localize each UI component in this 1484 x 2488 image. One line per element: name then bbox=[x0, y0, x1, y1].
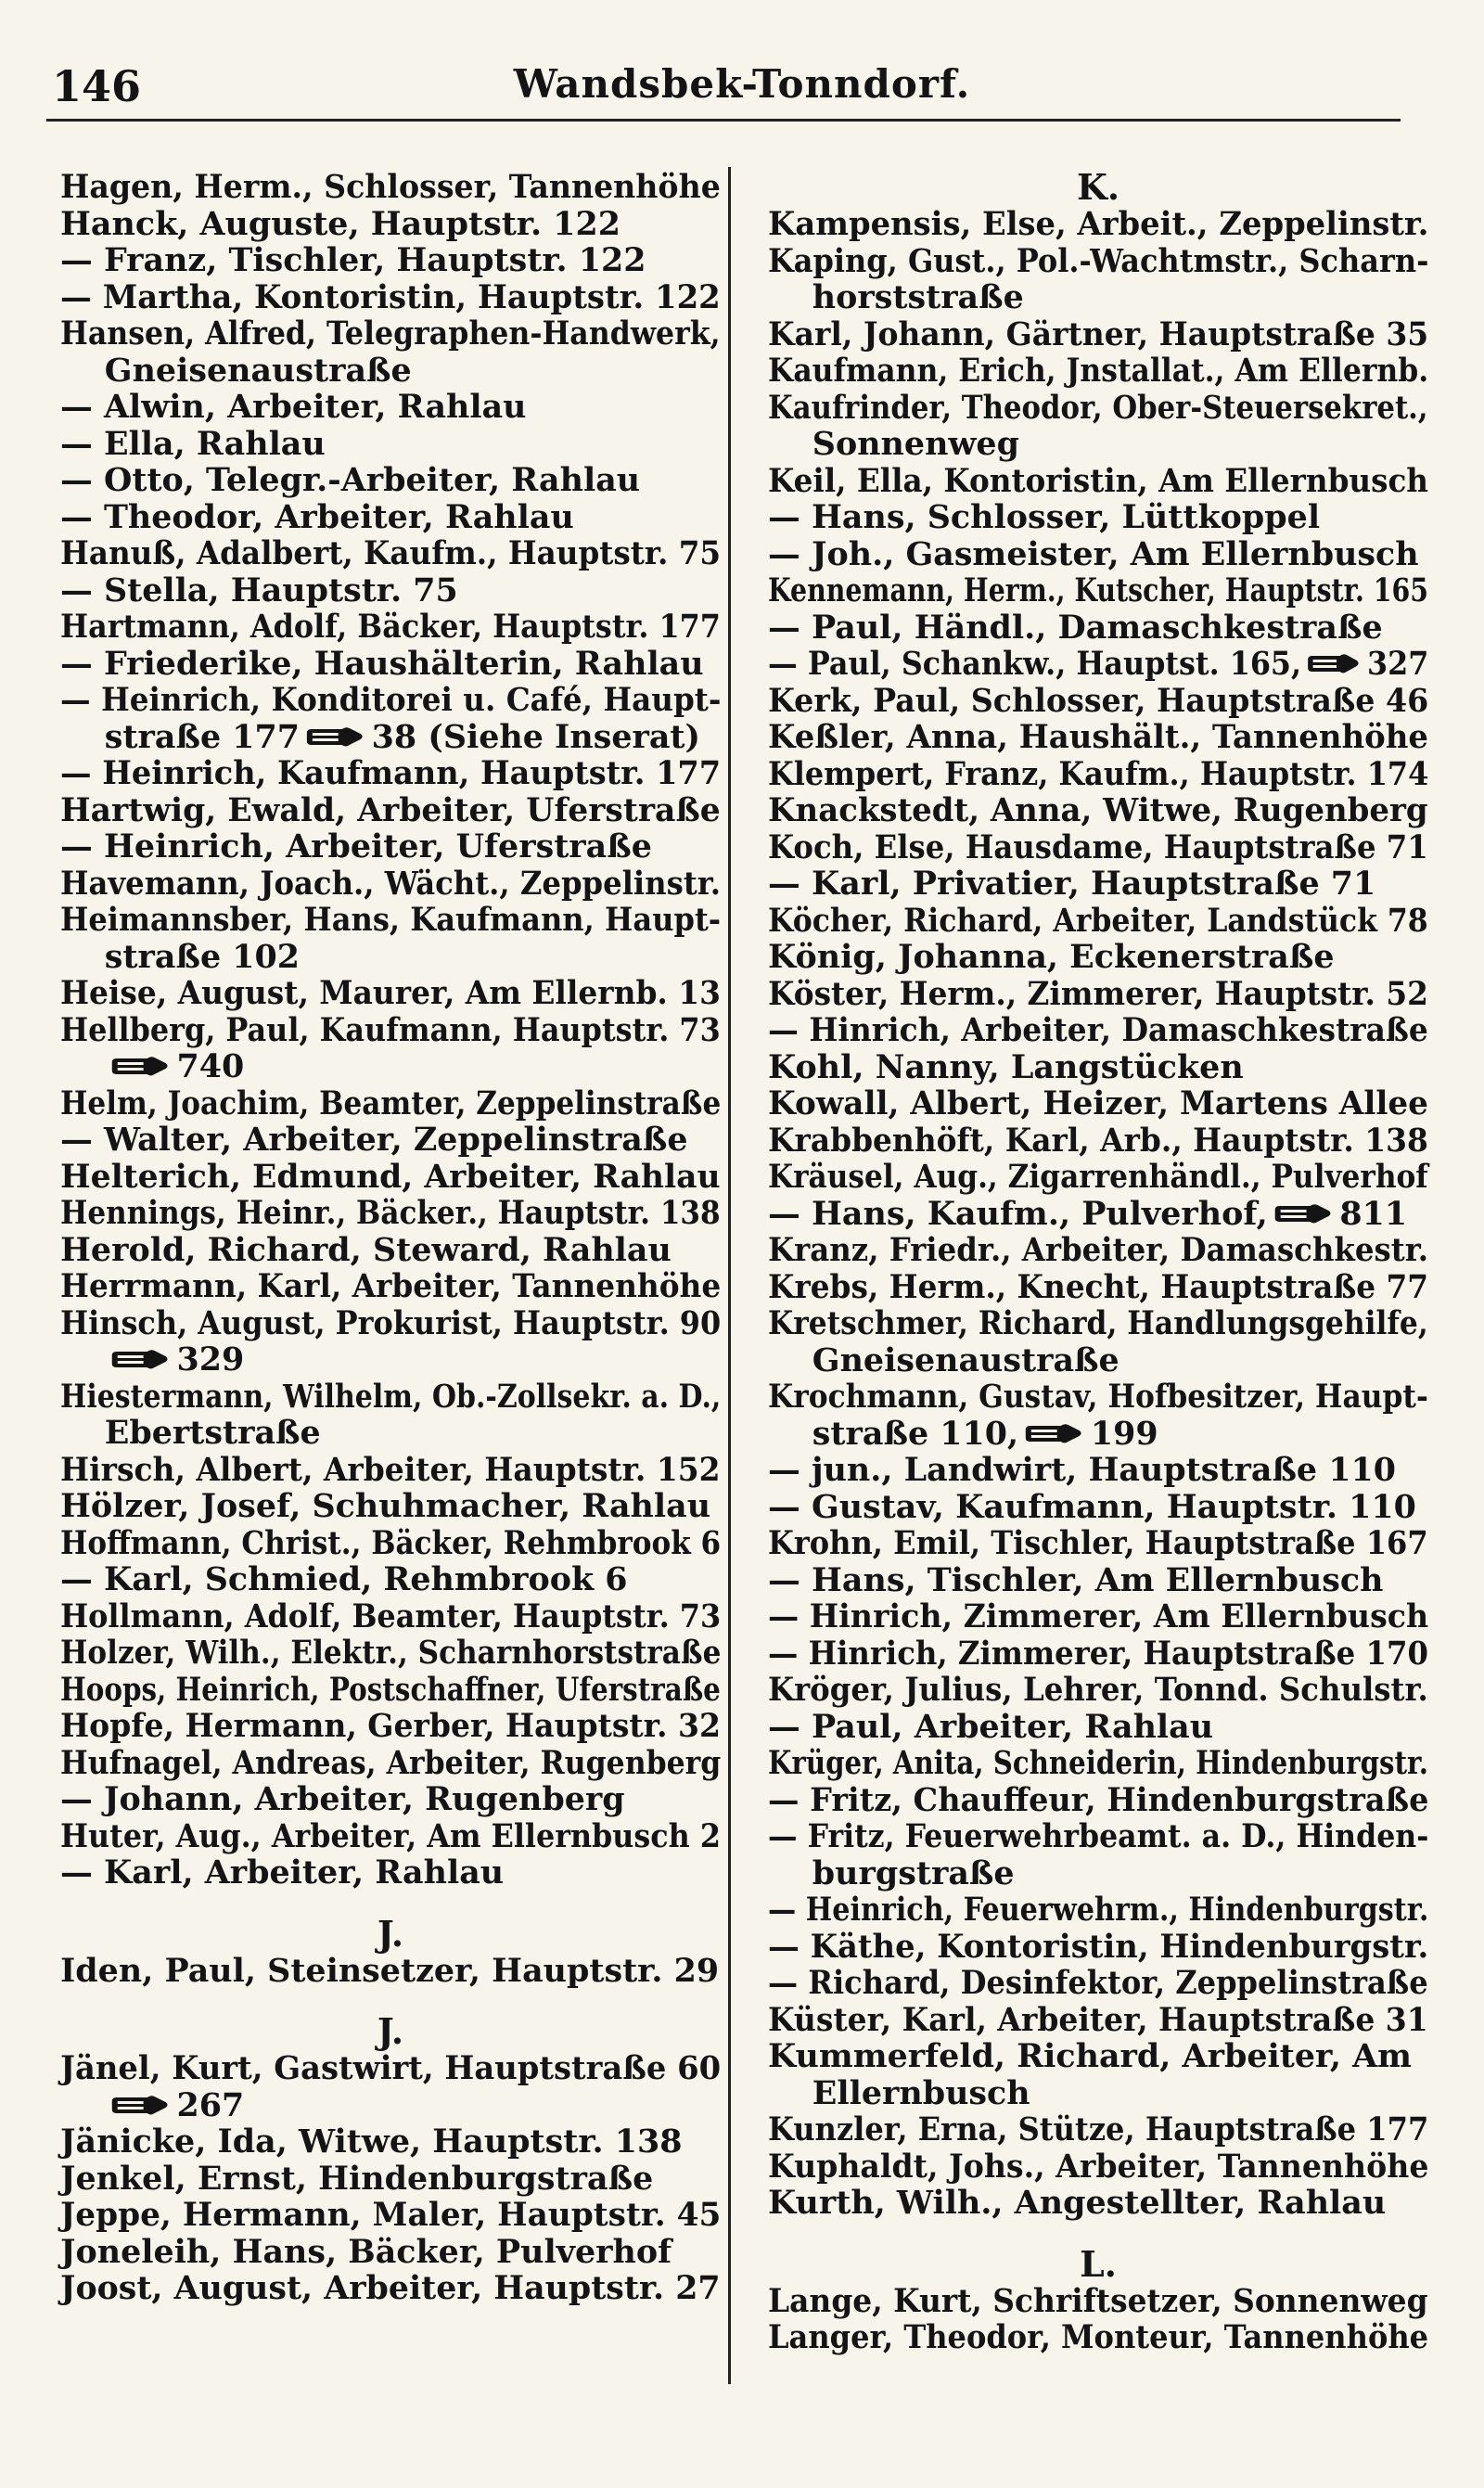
entry-text: — Paul, Händl., Damaschkestraße bbox=[768, 608, 1383, 647]
entry-text: Ellernbusch bbox=[812, 2073, 1030, 2112]
entry-text: Jeppe, Hermann, Maler, Hauptstr. 45 bbox=[60, 2196, 722, 2234]
phone-number: 740 bbox=[176, 1047, 245, 1085]
directory-entry bbox=[768, 827, 1428, 866]
directory-entry bbox=[60, 168, 721, 206]
directory-entry bbox=[768, 205, 1429, 243]
entry-text: — Heinrich, Arbeiter, Uferstraße bbox=[60, 827, 652, 866]
directory-entry bbox=[768, 1562, 1428, 1599]
entry-text: Knackstedt, Anna, Witwe, Rugenberg bbox=[768, 791, 1428, 829]
directory-entry bbox=[768, 1817, 1429, 1855]
directory-entry bbox=[768, 2000, 1428, 2039]
phone-number: 329 bbox=[176, 1340, 245, 1379]
directory-entry bbox=[60, 499, 721, 536]
directory-entry bbox=[60, 1561, 721, 1598]
directory-entry bbox=[768, 1597, 1429, 1635]
directory-entry bbox=[768, 1634, 1428, 1673]
entry-text: Kohl, Nanny, Langstücken bbox=[768, 1047, 1244, 1086]
telephone-hand-icon bbox=[1024, 1421, 1085, 1447]
directory-entry bbox=[60, 974, 721, 1012]
entry-text: Kuphaldt, Johs., Arbeiter, Tannenhöhe bbox=[768, 2147, 1429, 2186]
directory-entry-continuation bbox=[768, 426, 1428, 463]
section-heading: J. bbox=[377, 1912, 404, 1955]
directory-entry bbox=[60, 1743, 722, 1782]
directory-entry bbox=[768, 1231, 1429, 1269]
entry-text: Kaping, Gust., Pol.-Wachtmstr., Scharn- bbox=[768, 241, 1429, 280]
entry-text: — Hinrich, Arbeiter, Damaschkestraße bbox=[768, 1011, 1428, 1049]
directory-entry bbox=[768, 499, 1428, 536]
entry-text: Hagen, Herm., Schlosser, Tannenhöhe bbox=[60, 168, 721, 206]
entry-text: — Hans, Tischler, Am Ellernbusch bbox=[768, 1560, 1384, 1599]
directory-entry bbox=[768, 352, 1429, 390]
directory-entry bbox=[60, 1084, 722, 1122]
directory-entry bbox=[768, 1084, 1428, 1122]
directory-entry bbox=[60, 1816, 721, 1855]
directory-entry bbox=[60, 206, 721, 243]
section-heading: L. bbox=[1080, 2242, 1117, 2285]
directory-entry bbox=[60, 534, 722, 572]
entry-text: Kräusel, Aug., Zigarrenhändl., Pulverhof bbox=[768, 1158, 1428, 1196]
entry-text: Kretschmer, Richard, Handlungsgehilfe, bbox=[768, 1304, 1428, 1342]
entry-text: König, Johanna, Eckenerstraße bbox=[768, 938, 1335, 976]
entry-text: — Karl, Schmied, Rehmbrook 6 bbox=[60, 1560, 628, 1598]
entry-text: Jenkel, Ernst, Hindenburgstraße bbox=[60, 2159, 654, 2198]
directory-entry bbox=[768, 1011, 1428, 1049]
directory-entry bbox=[60, 901, 722, 939]
directory-entry bbox=[60, 1488, 721, 1525]
directory-entry bbox=[768, 461, 1429, 500]
entry-text: Kummerfeld, Richard, Arbeiter, Am bbox=[768, 2037, 1413, 2075]
entry-text: Köcher, Richard, Arbeiter, Landstück 78 bbox=[768, 901, 1428, 940]
entry-text: Hennings, Heinr., Bäcker., Hauptstr. 138 bbox=[60, 1194, 721, 1232]
entry-text: Jänel, Kurt, Gastwirt, Hauptstraße 60 bbox=[60, 2049, 722, 2087]
directory-entry bbox=[60, 1267, 722, 1305]
directory-entry bbox=[768, 974, 1428, 1013]
entry-text: Herold, Richard, Steward, Rahlau bbox=[60, 1230, 672, 1269]
directory-entry bbox=[60, 277, 721, 316]
directory-entry bbox=[768, 1927, 1429, 1966]
directory-entry bbox=[768, 2147, 1429, 2186]
entry-text: Hansen, Alfred, Telegraphen-Handwerk, bbox=[60, 314, 721, 353]
telephone-hand-icon bbox=[110, 1054, 172, 1080]
directory-entry bbox=[60, 2270, 719, 2307]
directory-entry bbox=[768, 1780, 1429, 1819]
entry-text: Karl, Johann, Gärtner, Hauptstraße 35 bbox=[768, 314, 1429, 353]
directory-entry bbox=[768, 1158, 1428, 1196]
entry-text: — Gustav, Kaufmann, Hauptstr. 110 bbox=[768, 1487, 1416, 1526]
directory-entry bbox=[768, 571, 1429, 609]
directory-entry bbox=[768, 1524, 1428, 1562]
directory-entry bbox=[60, 646, 721, 683]
entry-text: Krochmann, Gustav, Hofbesitzer, Haupt- bbox=[768, 1378, 1428, 1416]
directory-entry bbox=[60, 389, 721, 426]
entry-text: — Franz, Tischler, Hauptstr. 122 bbox=[60, 241, 646, 279]
entry-text: — Fritz, Chauffeur, Hindenburgstraße bbox=[768, 1780, 1429, 1819]
header-rule bbox=[46, 119, 1401, 122]
directory-entry-continuation bbox=[60, 1341, 721, 1379]
entry-text: Ebertstraße bbox=[104, 1414, 321, 1452]
directory-entry-continuation bbox=[60, 1415, 721, 1452]
entry-text: — Richard, Desinfektor, Zeppelinstraße bbox=[768, 1964, 1428, 2002]
directory-entry bbox=[60, 314, 721, 353]
directory-entry bbox=[60, 242, 721, 279]
entry-text: — Heinrich, Konditorei u. Café, Haupt- bbox=[60, 681, 722, 719]
directory-entry bbox=[60, 1450, 721, 1489]
directory-entry bbox=[60, 1670, 721, 1709]
entry-text: Herrmann, Karl, Arbeiter, Tannenhöhe bbox=[60, 1267, 722, 1305]
entry-text: Heimannsber, Hans, Kaufmann, Haupt- bbox=[60, 901, 722, 939]
entry-text: Hufnagel, Andreas, Arbeiter, Rugenberg bbox=[60, 1743, 722, 1782]
directory-entry bbox=[60, 1194, 721, 1232]
page-number: 146 bbox=[52, 61, 142, 111]
directory-entry bbox=[768, 536, 1428, 573]
directory-entry bbox=[768, 2318, 1429, 2356]
directory-entry bbox=[60, 754, 722, 792]
entry-text: Hiestermann, Wilhelm, Ob.-Zollsekr. a. D., bbox=[60, 1377, 722, 1416]
entry-text: Kranz, Friedr., Arbeiter, Damaschkestr. bbox=[768, 1231, 1429, 1269]
entry-text: Joneleih, Hans, Bäcker, Pulverhof bbox=[60, 2232, 672, 2271]
entry-text: Krüger, Anita, Schneiderin, Hindenburgstr. bbox=[768, 1744, 1428, 1782]
entry-text: Kampensis, Else, Arbeit., Zeppelinstr. bbox=[768, 205, 1429, 243]
directory-entry bbox=[768, 1709, 1428, 1746]
entry-text: — Martha, Kontoristin, Hauptstr. 122 bbox=[60, 277, 721, 316]
entry-text: straße 110, bbox=[812, 1414, 1019, 1453]
directory-entry bbox=[768, 2281, 1428, 2320]
directory-entry bbox=[768, 1267, 1429, 1306]
entry-text: Hoffmann, Christ., Bäcker, Rehmbrook 6 bbox=[60, 1523, 722, 1562]
directory-entry bbox=[768, 1744, 1428, 1782]
entry-text: Helterich, Edmund, Arbeiter, Rahlau bbox=[60, 1157, 721, 1196]
directory-entry bbox=[768, 1049, 1428, 1086]
entry-text: straße 177 bbox=[104, 717, 301, 756]
directory-entry bbox=[768, 645, 1429, 683]
directory-entry-continuation bbox=[768, 2075, 1428, 2112]
entry-text: Kerk, Paul, Schlosser, Hauptstraße 46 bbox=[768, 681, 1429, 720]
entry-text: Hopfe, Hermann, Gerber, Hauptstr. 32 bbox=[60, 1707, 721, 1745]
entry-text: Hanuß, Adalbert, Kaufm., Hauptstr. 75 bbox=[60, 534, 722, 572]
entry-text: — Friederike, Haushälterin, Rahlau bbox=[60, 644, 704, 683]
entry-text: — jun., Landwirt, Hauptstraße 110 bbox=[768, 1451, 1396, 1489]
directory-entry bbox=[60, 1122, 721, 1159]
entry-text: — Theodor, Arbeiter, Rahlau bbox=[60, 497, 574, 536]
telephone-hand-icon bbox=[110, 2093, 172, 2119]
entry-text: Keßler, Anna, Haushält., Tannenhöhe bbox=[768, 718, 1428, 756]
entry-text: Heise, August, Maurer, Am Ellernb. 13 bbox=[60, 974, 721, 1012]
entry-text: Hartwig, Ewald, Arbeiter, Uferstraße bbox=[60, 790, 721, 829]
directory-entry bbox=[768, 754, 1429, 793]
phone-number: 811 bbox=[1339, 1194, 1408, 1233]
entry-text: Hinsch, August, Prokurist, Hauptstr. 90 bbox=[60, 1303, 722, 1342]
directory-entry bbox=[60, 608, 721, 646]
entry-text: Hölzer, Josef, Schuhmacher, Rahlau bbox=[60, 1487, 711, 1525]
telephone-hand-icon bbox=[1307, 651, 1362, 677]
entry-text: Jänicke, Ida, Witwe, Hauptstr. 138 bbox=[60, 2122, 683, 2161]
directory-entry bbox=[60, 426, 721, 463]
directory-entry-continuation bbox=[768, 279, 1428, 316]
directory-entry bbox=[768, 2038, 1428, 2075]
directory-entry bbox=[60, 1634, 722, 1672]
directory-entry bbox=[768, 388, 1428, 427]
entry-text: Kennemann, Herm., Kutscher, Hauptstr. 165 bbox=[768, 571, 1429, 609]
directory-entry bbox=[768, 1489, 1428, 1526]
entry-text: — Hans, Kaufm., Pulverhof, bbox=[768, 1194, 1268, 1233]
entry-text: — Johann, Arbeiter, Rugenberg bbox=[60, 1780, 625, 1818]
telephone-hand-icon bbox=[1273, 1201, 1335, 1227]
entry-text: — Hans, Schlosser, Lüttkoppel bbox=[768, 498, 1321, 536]
entry-text: Kaufrinder, Theodor, Ober-Steuersekret., bbox=[768, 388, 1428, 427]
entry-text: — Alwin, Arbeiter, Rahlau bbox=[60, 388, 527, 426]
directory-entry bbox=[60, 828, 721, 866]
entry-text: Joost, August, Arbeiter, Hauptstr. 27 bbox=[60, 2269, 721, 2307]
entry-text: Sonnenweg bbox=[812, 425, 1019, 463]
directory-entry bbox=[60, 1157, 721, 1196]
directory-entry bbox=[768, 609, 1428, 647]
directory-entry bbox=[768, 791, 1428, 829]
entry-text: Köster, Herm., Zimmerer, Hauptstr. 52 bbox=[768, 974, 1428, 1013]
directory-entry bbox=[60, 864, 722, 903]
left-column bbox=[60, 169, 723, 2307]
directory-entry bbox=[60, 1707, 721, 1745]
entry-text: — Hinrich, Zimmerer, Am Ellernbusch bbox=[768, 1597, 1429, 1635]
entry-text: Kaufmann, Erich, Jnstallat., Am Ellernb. bbox=[768, 352, 1429, 390]
directory-entry bbox=[768, 1964, 1428, 2002]
phone-number: 38 bbox=[371, 717, 417, 756]
directory-entry bbox=[60, 1523, 722, 1562]
directory-entry bbox=[60, 1377, 722, 1416]
phone-number: 267 bbox=[176, 2085, 245, 2124]
directory-entry bbox=[768, 1891, 1429, 1929]
entry-text: — Hinrich, Zimmerer, Hauptstraße 170 bbox=[768, 1634, 1428, 1673]
entry-text: Kröger, Julius, Lehrer, Tonnd. Schulstr. bbox=[768, 1671, 1428, 1709]
entry-text: — Käthe, Kontoristin, Hindenburgstr. bbox=[768, 1927, 1429, 1966]
entry-text: Holzer, Wilh., Elektr., Scharnhorststraße bbox=[60, 1634, 722, 1672]
entry-text: — Otto, Telegr.-Arbeiter, Rahlau bbox=[60, 461, 641, 499]
directory-entry-continuation bbox=[768, 1855, 1428, 1892]
entry-text: Havemann, Joach., Wächt., Zeppelinstr. bbox=[60, 864, 722, 903]
entry-text: Helm, Joachim, Beamter, Zeppelinstraße bbox=[60, 1084, 722, 1122]
directory-entry bbox=[768, 1378, 1428, 1416]
entry-text: Gneisenaustraße bbox=[812, 1340, 1119, 1379]
entry-text: — Stella, Hauptstr. 75 bbox=[60, 571, 458, 609]
entry-text: Küster, Karl, Arbeiter, Hauptstraße 31 bbox=[768, 2000, 1428, 2039]
directory-entry-continuation bbox=[60, 1048, 721, 1085]
directory-entry bbox=[60, 1303, 722, 1342]
entry-text: Keil, Ella, Kontoristin, Am Ellernbusch bbox=[768, 461, 1429, 500]
directory-entry-continuation bbox=[60, 719, 721, 756]
directory-entry-continuation bbox=[60, 2087, 721, 2124]
directory-entry bbox=[768, 2110, 1429, 2148]
right-column bbox=[768, 166, 1431, 2356]
directory-entry bbox=[768, 1671, 1428, 1709]
directory-entry bbox=[768, 681, 1429, 720]
entry-text: — Paul, Arbeiter, Rahlau bbox=[768, 1707, 1214, 1746]
entry-text: Kurth, Wilh., Angestellter, Rahlau bbox=[768, 2184, 1387, 2222]
column-divider bbox=[728, 167, 731, 2384]
directory-entry bbox=[60, 1854, 721, 1892]
directory-entry bbox=[768, 314, 1429, 353]
entry-text: straße 102 bbox=[104, 937, 301, 976]
directory-entry bbox=[60, 2196, 722, 2234]
directory-entry bbox=[768, 1196, 1428, 1233]
entry-text: Krebs, Herm., Knecht, Hauptstraße 77 bbox=[768, 1267, 1429, 1306]
entry-text: Hanck, Auguste, Hauptstr. 122 bbox=[60, 204, 620, 243]
directory-entry bbox=[768, 1121, 1428, 1160]
entry-text: Krohn, Emil, Tischler, Hauptstraße 167 bbox=[768, 1524, 1428, 1562]
directory-entry bbox=[768, 2185, 1428, 2222]
entry-text: Hirsch, Albert, Arbeiter, Hauptstr. 152 bbox=[60, 1450, 721, 1489]
entry-text: horststraße bbox=[812, 278, 1024, 316]
entry-text: — Karl, Privatier, Hauptstraße 71 bbox=[768, 865, 1376, 903]
directory-entry bbox=[60, 681, 722, 719]
entry-text: Hoops, Heinrich, Postschaffner, Uferstraße bbox=[60, 1670, 721, 1709]
directory-entry bbox=[768, 718, 1428, 756]
directory-entry bbox=[768, 1304, 1428, 1342]
directory-entry bbox=[60, 1781, 721, 1818]
directory-entry-continuation bbox=[60, 939, 721, 976]
entry-text: Kowall, Albert, Heizer, Martens Allee bbox=[768, 1084, 1428, 1122]
entry-text: — Fritz, Feuerwehrbeamt. a. D., Hinden- bbox=[768, 1817, 1429, 1855]
entry-text: Gneisenaustraße bbox=[104, 351, 412, 390]
directory-entry bbox=[60, 1010, 721, 1049]
directory-entry-continuation bbox=[60, 353, 721, 390]
directory-entry bbox=[60, 2049, 722, 2087]
entry-text: burgstraße bbox=[812, 1853, 1015, 1892]
entry-text: — Joh., Gasmeister, Am Ellernbusch bbox=[768, 534, 1419, 573]
entry-text: Kunzler, Erna, Stütze, Hauptstraße 177 bbox=[768, 2110, 1429, 2148]
directory-entry bbox=[60, 2123, 721, 2161]
directory-entry bbox=[60, 2161, 721, 2198]
directory-entry bbox=[60, 572, 721, 609]
section-heading: J. bbox=[377, 2010, 404, 2052]
telephone-hand-icon bbox=[110, 1347, 172, 1373]
directory-entry bbox=[60, 1953, 721, 1990]
directory-entry bbox=[60, 790, 721, 829]
directory-entry bbox=[768, 1452, 1428, 1489]
entry-text: Koch, Else, Hausdame, Hauptstraße 71 bbox=[768, 827, 1428, 866]
directory-entry bbox=[768, 939, 1428, 976]
entry-text: Hellberg, Paul, Kaufmann, Hauptstr. 73 bbox=[60, 1010, 721, 1049]
directory-entry bbox=[768, 901, 1428, 940]
phone-number: 327 bbox=[1366, 645, 1429, 683]
directory-entry bbox=[768, 866, 1428, 903]
entry-text: Huter, Aug., Arbeiter, Am Ellernbusch 2 bbox=[60, 1816, 721, 1855]
entry-text: Hartmann, Adolf, Bäcker, Hauptstr. 177 bbox=[60, 608, 721, 646]
page-title: Wandsbek-Tonndorf. bbox=[513, 61, 971, 107]
telephone-hand-icon bbox=[305, 725, 366, 750]
entry-text: — Karl, Arbeiter, Rahlau bbox=[60, 1853, 505, 1892]
entry-text: — Heinrich, Kaufmann, Hauptstr. 177 bbox=[60, 754, 722, 792]
entry-text: — Walter, Arbeiter, Zeppelinstraße bbox=[60, 1121, 688, 1159]
directory-entry bbox=[60, 1232, 721, 1269]
entry-text: Klempert, Franz, Kaufm., Hauptstr. 174 bbox=[768, 754, 1429, 793]
entry-text: Hollmann, Adolf, Beamter, Hauptstr. 73 bbox=[60, 1597, 722, 1635]
phone-number: 199 bbox=[1090, 1414, 1158, 1453]
directory-entry bbox=[60, 1597, 722, 1635]
entry-text: Krabbenhöft, Karl, Arb., Hauptstr. 138 bbox=[768, 1121, 1428, 1160]
directory-entry bbox=[768, 241, 1429, 280]
section-heading: K. bbox=[1076, 166, 1120, 208]
entry-text: — Paul, Schankw., Hauptst. 165, bbox=[768, 645, 1302, 683]
directory-entry-continuation bbox=[768, 1416, 1428, 1453]
entry-text: Iden, Paul, Steinsetzer, Hauptstr. 29 bbox=[60, 1951, 720, 1990]
directory-entry-continuation bbox=[768, 1342, 1428, 1379]
entry-note: (Siehe Inserat) bbox=[416, 717, 701, 756]
entry-text: Lange, Kurt, Schriftsetzer, Sonnenweg bbox=[768, 2281, 1428, 2320]
directory-entry bbox=[60, 2234, 721, 2271]
entry-text: — Ella, Rahlau bbox=[60, 424, 326, 463]
directory-entry bbox=[60, 462, 721, 499]
entry-text: Langer, Theodor, Monteur, Tannenhöhe bbox=[768, 2318, 1429, 2356]
entry-text: — Heinrich, Feuerwehrm., Hindenburgstr. bbox=[768, 1891, 1429, 1929]
